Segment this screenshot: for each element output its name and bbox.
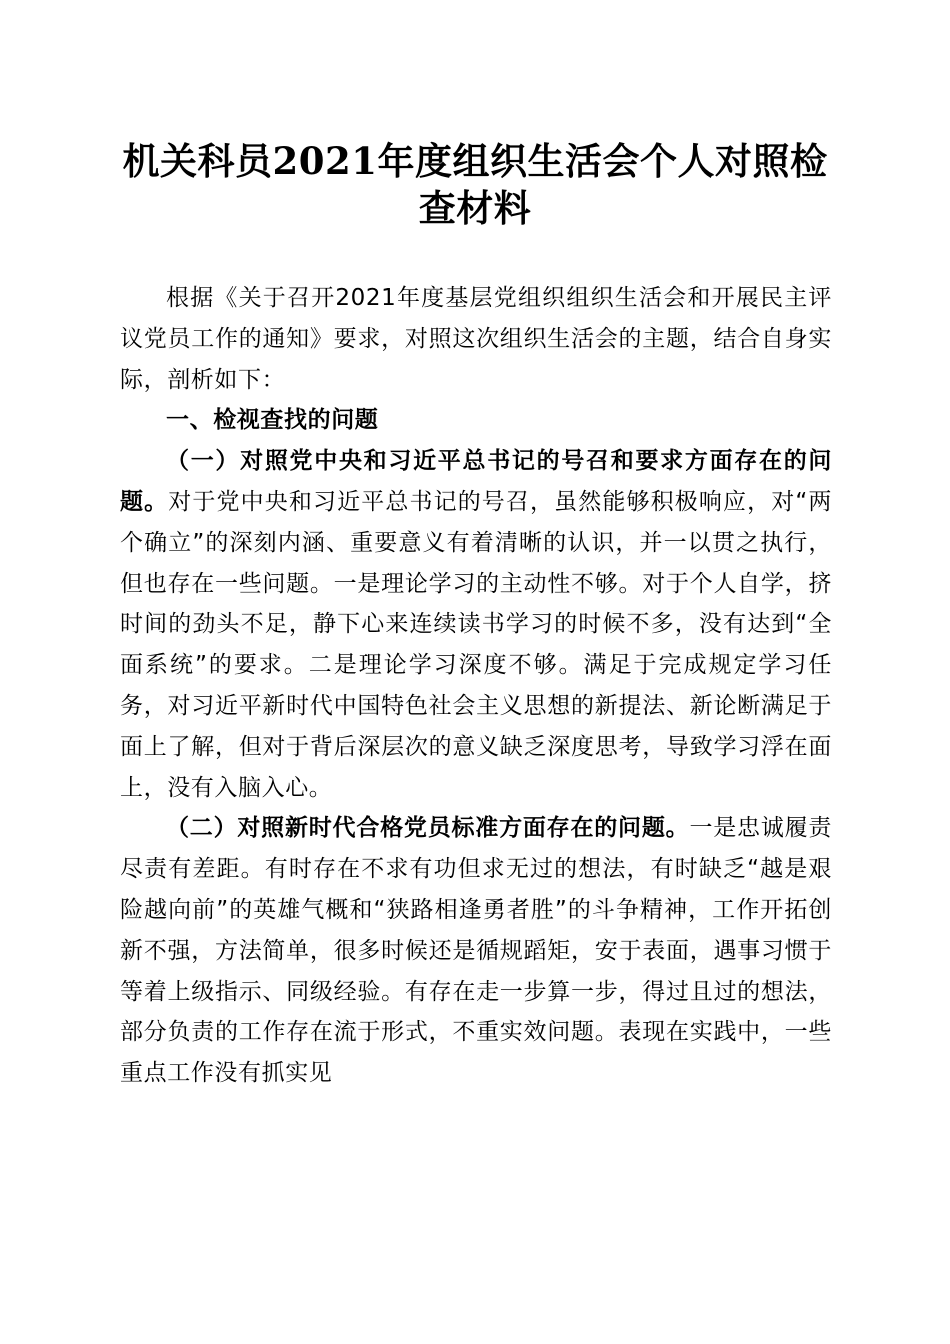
item-2-lead: （二）对照新时代合格党员标准方面存在的问题。 bbox=[166, 815, 690, 842]
section-heading: 一、检视查找的问题 bbox=[166, 407, 379, 434]
item-1-lead: （一）对照党中央和习近平总书记的号召和要求方面存在的问题。 bbox=[120, 448, 832, 515]
document-body bbox=[120, 278, 832, 1094]
document-title: 机关科员2021年度组织生活会个人对照检查材料 bbox=[122, 139, 828, 230]
item-1-body: 对于党中央和习近平总书记的号召，虽然能够积极响应，对“两个确立”的深刻内涵、重要意义有着清晰的认识，并一以贯之执行，但也存在一些问题。一是理论学习的主动性不够。对于个人自学，挤时间的劲头不足，静下心来连续读书学习的时候不多，没有达到“全面系统”的要求。二是理论学习深度不够。满足于完成规定学习任务，对习近平新时代中国特色社会主义思想的新提法、新论断满足于面上了解，但对于背后深层次的意义缺乏深度思考，导致学习浮在面上，没有入脑入心。 bbox=[120, 488, 833, 801]
item-2-body: 一是忠诚履责尽责有差距。有时存在不求有功但求无过的想法，有时缺乏“越是艰险越向前”的英雄气概和“狭路相逢勇者胜”的斗争精神，工作开拓创新不强，方法简单，很多时候还是循规蹈矩，安于表面，遇事习惯于等着上级指示、同级经验。有存在走一步算一步，得过且过的想法，部分负责的工作存在流于形式，不重实效问题。表现在实践中，一些重点工作没有抓实见 bbox=[120, 815, 832, 1087]
item-1-paragraph bbox=[120, 441, 832, 808]
intro-paragraph: 根据《关于召开2021年度基层党组织组织生活会和开展民主评议党员工作的通知》要求，对照这次组织生活会的主题，结合自身实际，剖析如下： bbox=[120, 285, 832, 393]
item-2-paragraph bbox=[120, 808, 832, 1094]
